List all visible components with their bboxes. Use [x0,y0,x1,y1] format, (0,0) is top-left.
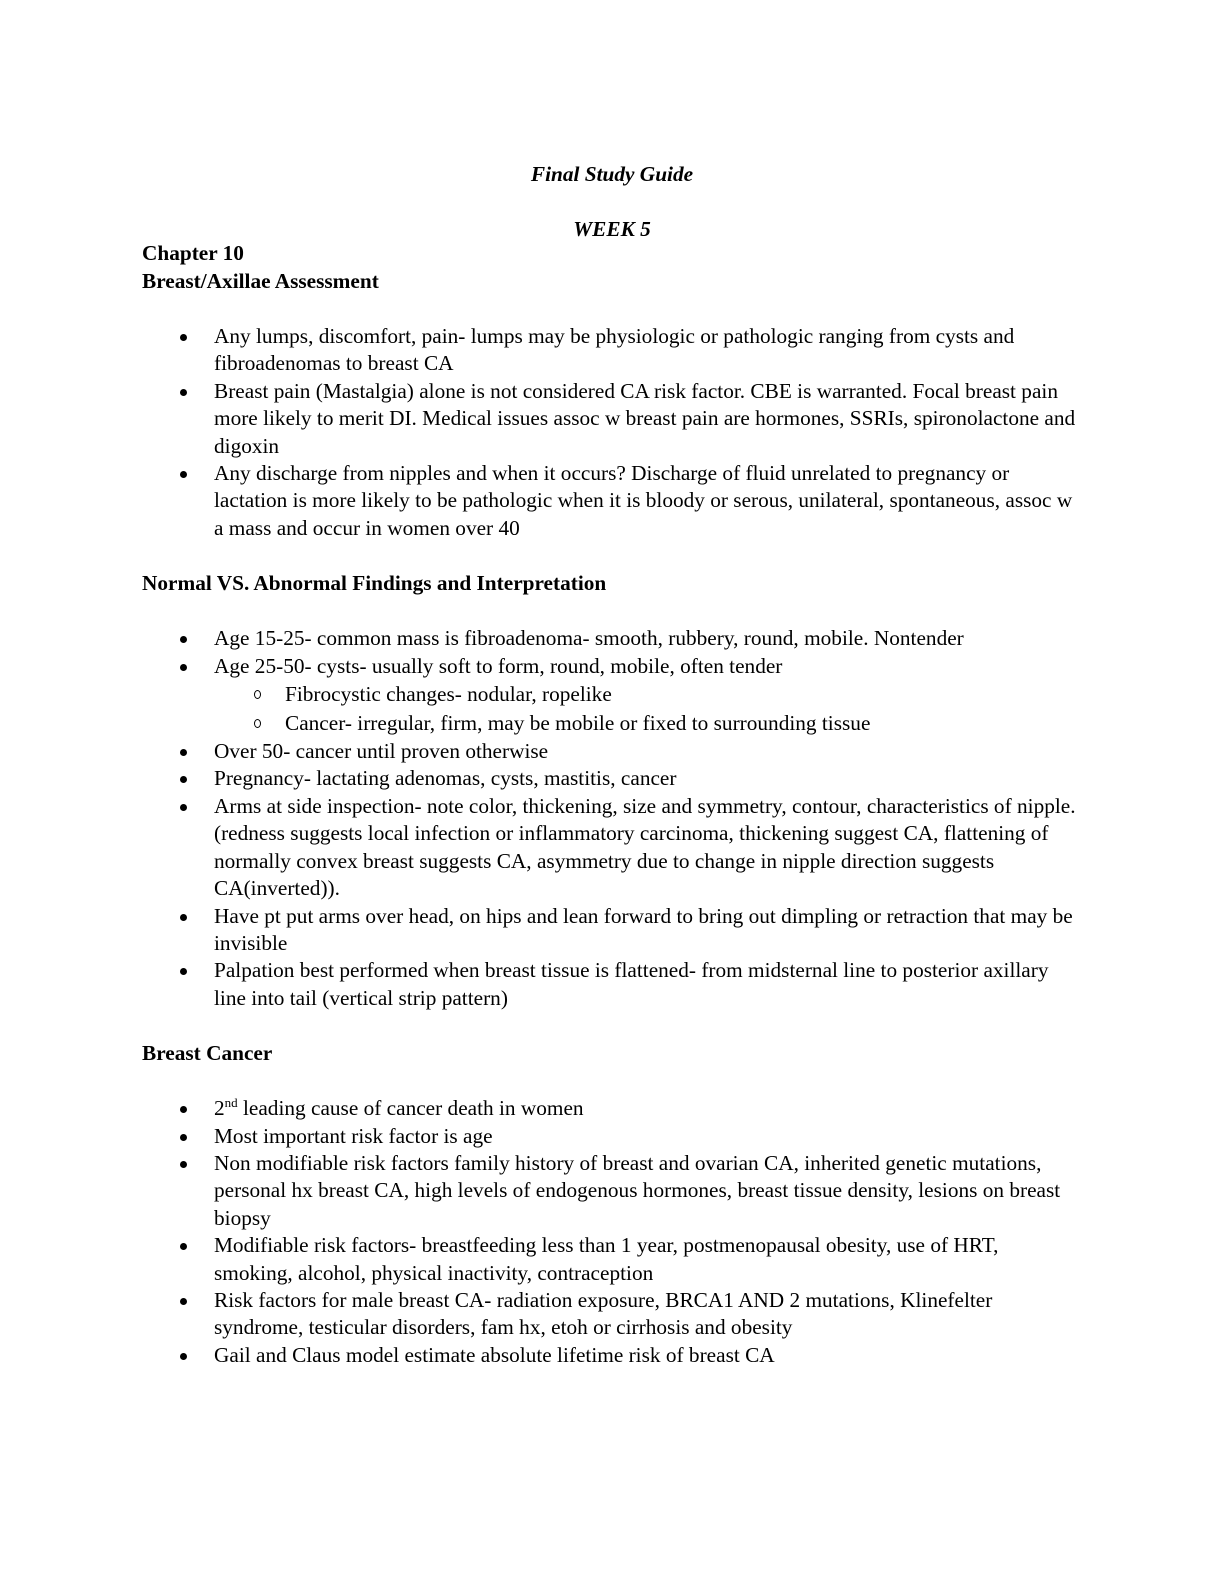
bullet-list-findings-continued [142,738,1082,1012]
list-item: Age 15-25- common mass is fibroadenoma- smooth, rubbery, round, mobile. Nontender [142,625,1082,652]
bullet-icon [180,334,187,341]
chapter-heading: Chapter 10 [142,241,244,265]
spacer [142,542,1082,569]
section-heading-breast-cancer: Breast Cancer [142,1041,273,1066]
spacer [142,295,1082,323]
document-title: Final Study Guide [530,162,694,186]
bullet-icon [180,749,187,756]
week-heading: WEEK 5 [573,217,651,241]
list-item: Any discharge from nipples and when it occurs? Discharge of fluid unrelated to pregnancy or lactation is more likely to be pathologic when it is bloody or serous, unilateral, spontaneous, assoc w a mass and occur in women over 40 [142,460,1082,542]
bullet-icon [180,664,187,671]
list-item: Have pt put arms over head, on hips and lean forward to bring out dimpling or retraction that may be invisible [142,903,1082,958]
list-item: Most important risk factor is age [142,1123,1082,1150]
list-item: Age 25-50- cysts- usually soft to form, round, mobile, often tender [142,653,1082,680]
list-item: Over 50- cancer until proven otherwise [142,738,1082,765]
sub-list-findings [142,680,1082,738]
bullet-icon [180,1134,187,1141]
sub-list-item: Fibrocystic changes- nodular, ropelike [142,680,1082,709]
bullet-icon [180,1298,187,1305]
list-item: Arms at side inspection- note color, thickening, size and symmetry, contour, characteristics of nipple. (redness suggests local infection or inflammatory carcinoma, thickening suggest CA, flattening of normally convex breast suggests CA, asymmetry due to change in nipple direction suggests CA(inverted)). [142,793,1082,903]
list-item: Gail and Claus model estimate absolute lifetime risk of breast CA [142,1342,1082,1369]
circle-bullet-icon [254,719,261,728]
list-item: Palpation best performed when breast tissue is flattened- from midsternal line to posterior axillary line into tail (vertical strip pattern) [142,957,1082,1012]
sub-list-item: Cancer- irregular, firm, may be mobile or fixed to surrounding tissue [142,709,1082,738]
bullet-icon [180,1353,187,1360]
bullet-icon [180,968,187,975]
list-item: Modifiable risk factors- breastfeeding less than 1 year, postmenopausal obesity, use of HRT, smoking, alcohol, physical inactivity, contraception [142,1232,1082,1287]
bullet-list-findings [142,625,1082,680]
bullet-list-breast-cancer [142,1095,1082,1369]
bullet-icon [180,776,187,783]
bullet-icon [180,1243,187,1250]
spacer [142,1067,1082,1095]
spacer [142,1012,1082,1039]
bullet-list-assessment [142,323,1082,542]
section-heading-breast-axillae: Breast/Axillae Assessment [142,269,379,293]
list-item: Breast pain (Mastalgia) alone is not considered CA risk factor. CBE is warranted. Focal breast pain more likely to merit DI. Medical issues assoc w breast pain are hormones, SSRIs, spironolactone and digoxin [142,378,1082,460]
list-item: Any lumps, discomfort, pain- lumps may be physiologic or pathologic ranging from cysts and fibroadenomas to breast CA [142,323,1082,378]
bullet-icon [180,636,187,643]
circle-bullet-icon [254,690,261,699]
document-page [142,158,1082,1369]
bullet-icon [180,1106,187,1113]
bullet-icon [180,1161,187,1168]
list-item: Pregnancy- lactating adenomas, cysts, mastitis, cancer [142,765,1082,792]
bullet-icon [180,804,187,811]
bullet-icon [180,914,187,921]
bullet-icon [180,389,187,396]
list-item: Risk factors for male breast CA- radiation exposure, BRCA1 AND 2 mutations, Klinefelter syndrome, testicular disorders, fam hx, etoh or cirrhosis and obesity [142,1287,1082,1342]
bullet-icon [180,471,187,478]
list-item: Non modifiable risk factors family history of breast and ovarian CA, inherited genetic mutations, personal hx breast CA, high levels of endogenous hormones, breast tissue density, lesions on breast biopsy [142,1150,1082,1232]
list-item: 2nd leading cause of cancer death in women [142,1095,1082,1122]
spacer [142,597,1082,625]
section-heading-findings: Normal VS. Abnormal Findings and Interpretation [142,571,607,596]
